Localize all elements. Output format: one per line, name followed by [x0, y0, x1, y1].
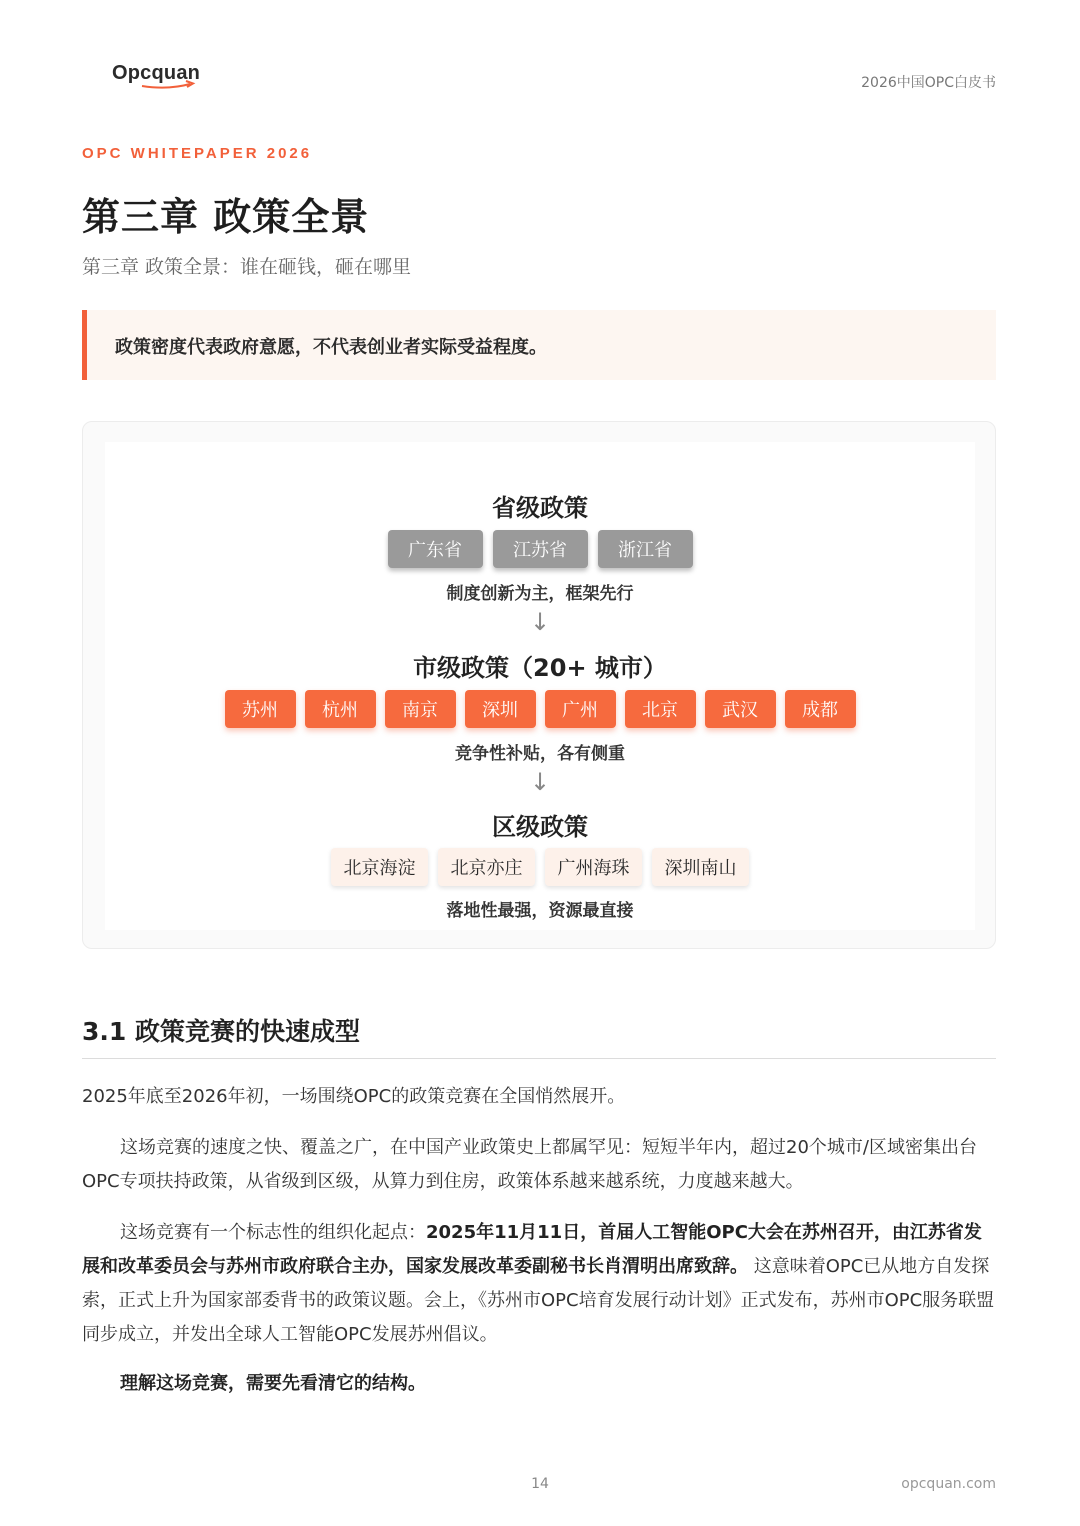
city-chips	[105, 690, 975, 728]
city-chip: 成都	[785, 690, 856, 728]
down-arrow-icon: ↓	[530, 608, 551, 636]
milestone-rest: 这意味着OPC已从地方自发探索，正式上升为国家部委背书的政策议题。会上，《苏州市OPC培育发展行动计划》正式发布，苏州市OPC服务联盟同步成立，并发出全球人工智能OPC发展苏州倡议。	[82, 1256, 995, 1345]
city-chip: 广州	[545, 690, 616, 728]
city-level-title: 市级政策（20+ 城市）	[413, 654, 667, 682]
callout-box	[82, 310, 996, 380]
city-chip: 深圳	[465, 690, 536, 728]
policy-hierarchy-diagram	[105, 442, 975, 930]
province-chip: 江苏省	[493, 530, 588, 568]
down-arrow-icon: ↓	[530, 768, 551, 796]
city-chip: 北京	[625, 690, 696, 728]
logo-swoosh-icon	[140, 80, 198, 90]
section-heading: 3.1 政策竞赛的快速成型	[82, 1017, 360, 1046]
page-subtitle: 第三章 政策全景：谁在砸钱，砸在哪里	[82, 256, 412, 278]
city-chip: 苏州	[225, 690, 296, 728]
structure-emphasis: 理解这场竞赛，需要先看清它的结构。	[120, 1373, 426, 1394]
callout-text: 政策密度代表政府意愿，不代表创业者实际受益程度。	[115, 337, 547, 358]
district-chip: 北京亦庄	[438, 848, 535, 886]
milestone-highlight: 2025年11月11日，首届人工智能OPC大会在苏州召开，由江苏省发展和改革委员会与苏州市政府联合主办，国家发展改革委副秘书长肖渭明出席致辞。	[82, 1222, 982, 1277]
district-chip: 北京海淀	[331, 848, 428, 886]
province-chip: 浙江省	[598, 530, 693, 568]
paragraph-intro: 2025年底至2026年初，一场围绕OPC的政策竞赛在全国悄然展开。	[82, 1086, 626, 1107]
document-title: 2026中国OPC白皮书	[861, 75, 996, 91]
site-link[interactable]: opcquan.com	[901, 1476, 996, 1492]
district-level-title: 区级政策	[492, 813, 588, 841]
paragraph-structure	[82, 1367, 996, 1401]
milestone-lead: 这场竞赛有一个标志性的组织化起点：	[120, 1222, 426, 1243]
city-chip: 杭州	[305, 690, 376, 728]
section-divider	[82, 1058, 996, 1059]
district-chip: 深圳南山	[652, 848, 749, 886]
province-level-title: 省级政策	[492, 494, 588, 522]
paragraph-speed: 这场竞赛的速度之快、覆盖之广，在中国产业政策史上都属罕见：短短半年内，超过20个城市/区域密集出台OPC专项扶持政策，从省级到区级，从算力到住房，政策体系越来越系统，力度越来越大。	[82, 1137, 977, 1192]
chapter-kicker: OPC WHITEPAPER 2026	[82, 145, 313, 162]
city-level-note: 竞争性补贴，各有侧重	[455, 744, 625, 764]
province-chips	[105, 530, 975, 568]
province-chip: 广东省	[388, 530, 483, 568]
district-chip: 广州海珠	[545, 848, 642, 886]
paragraph-milestone	[82, 1216, 996, 1352]
city-chip: 武汉	[705, 690, 776, 728]
page-title: 第三章 政策全景	[82, 195, 370, 239]
page-header	[112, 60, 996, 100]
district-chips	[105, 848, 975, 886]
province-level-note: 制度创新为主，框架先行	[446, 584, 634, 604]
policy-hierarchy-figure	[82, 421, 996, 949]
brand-logo: Opcquan	[112, 62, 201, 84]
page-number: 14	[531, 1476, 549, 1492]
city-chip: 南京	[385, 690, 456, 728]
district-level-note: 落地性最强，资源最直接	[446, 901, 634, 921]
